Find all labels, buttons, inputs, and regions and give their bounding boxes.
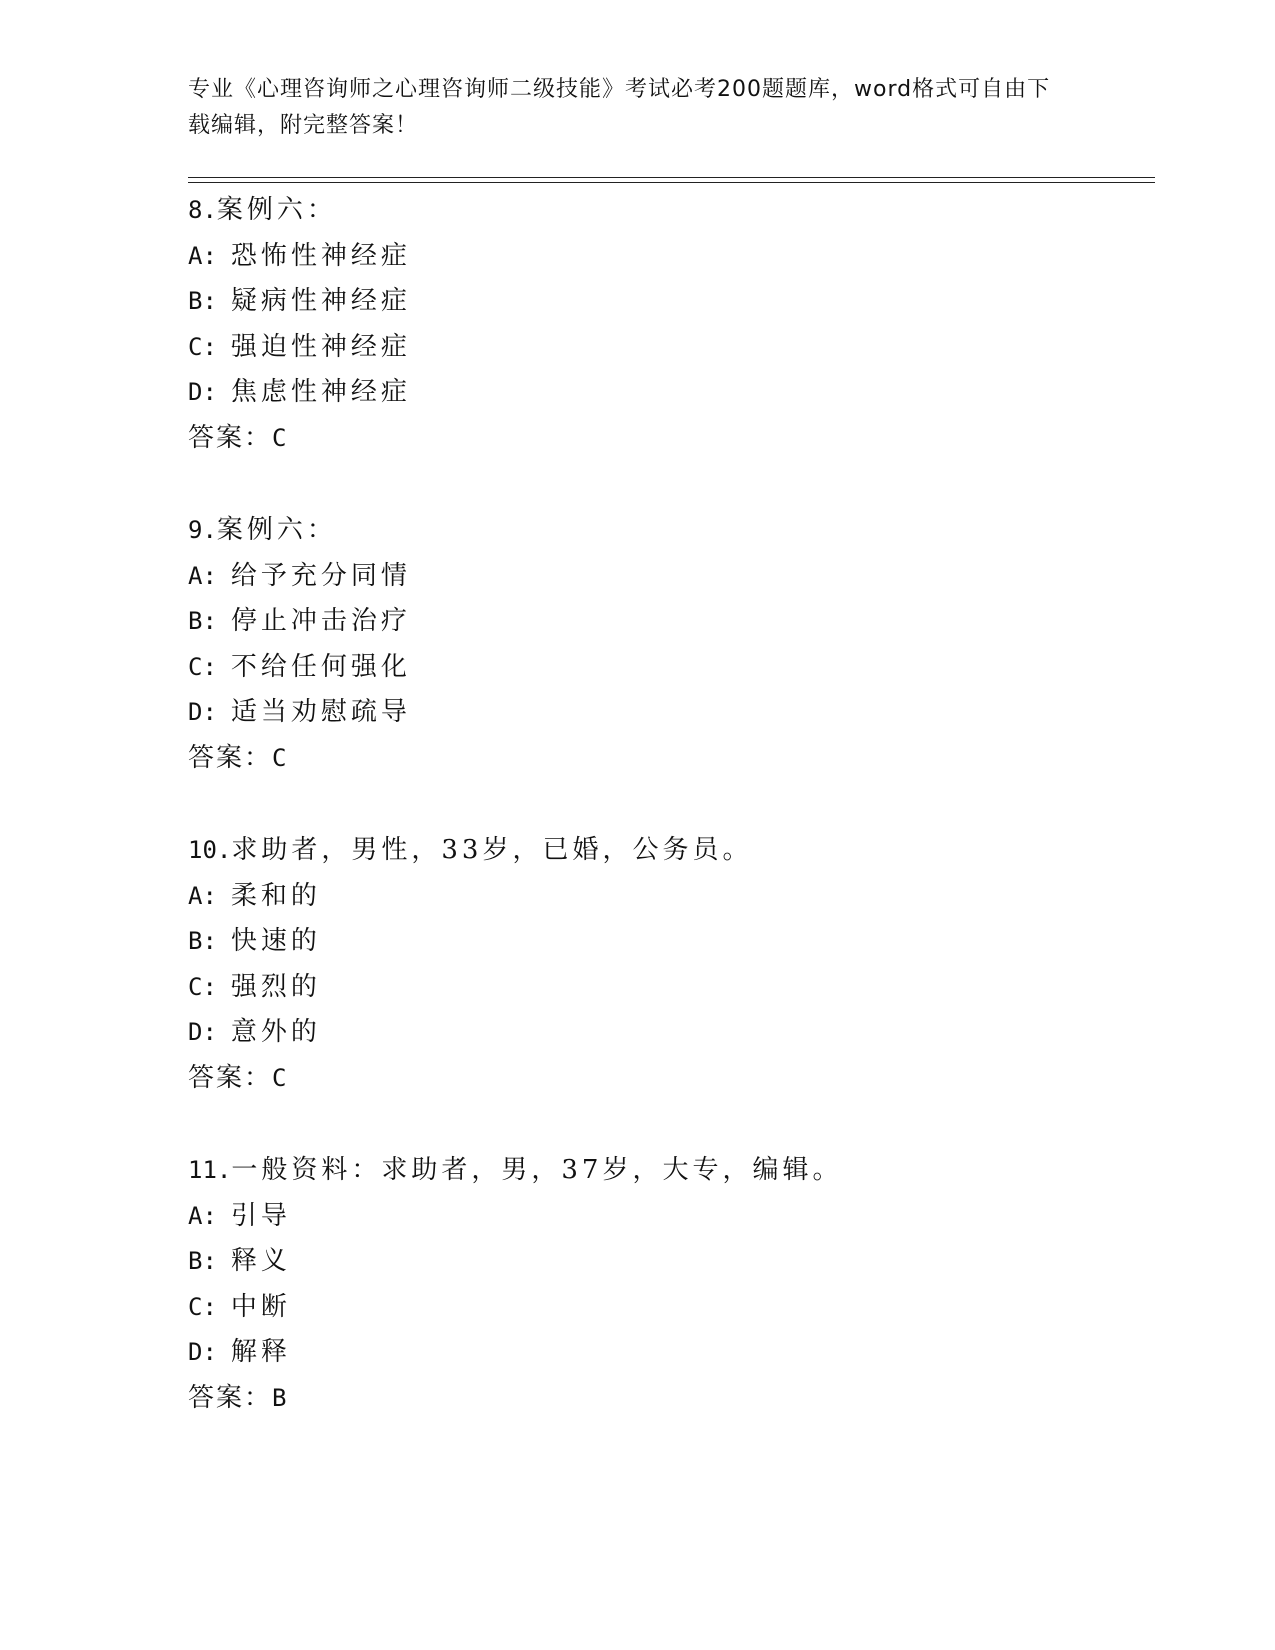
option-c	[188, 645, 1148, 691]
question-text: 案例六：	[216, 195, 337, 225]
option-label: B:	[188, 287, 217, 316]
option-label: A:	[188, 881, 217, 910]
option-b	[188, 279, 1148, 325]
header-divider-bottom	[188, 182, 1155, 183]
option-d	[188, 370, 1148, 416]
answer-line	[188, 1056, 1148, 1102]
option-a	[188, 234, 1148, 280]
option-b	[188, 1239, 1148, 1285]
answer-label: 答案：	[188, 742, 273, 773]
option-label: D:	[188, 1018, 217, 1047]
option-text: 解释	[230, 1337, 291, 1368]
answer-label: 答案：	[188, 1382, 273, 1413]
option-label: C:	[188, 332, 217, 361]
option-label: D:	[188, 378, 217, 407]
option-d	[188, 1330, 1148, 1376]
question-text: 求助者，男性，33岁，已婚，公务员。	[231, 835, 753, 865]
option-text: 引导	[230, 1200, 291, 1231]
answer-line	[188, 416, 1148, 462]
option-label: B:	[188, 607, 217, 636]
option-text: 停止冲击治疗	[230, 606, 411, 637]
answer-value: C	[272, 1063, 287, 1092]
option-text: 不给任何强化	[230, 651, 411, 682]
answer-line	[188, 736, 1148, 782]
question-9	[188, 508, 1148, 782]
answer-value: C	[272, 743, 287, 772]
question-stem	[188, 1148, 1148, 1194]
question-stem	[188, 188, 1148, 234]
answer-label: 答案：	[188, 422, 273, 453]
option-text: 柔和的	[230, 880, 321, 911]
option-b	[188, 599, 1148, 645]
option-text: 强迫性神经症	[230, 331, 411, 362]
option-label: D:	[188, 698, 217, 727]
question-number: 10.	[188, 836, 232, 864]
answer-value: C	[272, 423, 287, 452]
option-label: A:	[188, 561, 217, 590]
answer-value: B	[272, 1383, 287, 1412]
option-b	[188, 919, 1148, 965]
option-label: D:	[188, 1338, 217, 1367]
header-divider-top	[188, 177, 1155, 178]
option-text: 焦虑性神经症	[230, 377, 411, 408]
answer-label: 答案：	[188, 1062, 273, 1093]
option-text: 快速的	[230, 926, 321, 957]
answer-line	[188, 1376, 1148, 1422]
document-header: 专业《心理咨询师之心理咨询师二级技能》考试必考200题题库，word格式可自由下载编辑，附完整答案！	[188, 77, 1051, 138]
option-a	[188, 554, 1148, 600]
option-a	[188, 874, 1148, 920]
option-label: C:	[188, 652, 217, 681]
option-text: 强烈的	[230, 971, 321, 1002]
question-text: 一般资料：求助者，男，37岁，大专，编辑。	[231, 1155, 843, 1185]
option-label: A:	[188, 241, 217, 270]
option-text: 疑病性神经症	[230, 286, 411, 317]
option-c	[188, 965, 1148, 1011]
option-text: 意外的	[230, 1017, 321, 1048]
option-label: A:	[188, 1201, 217, 1230]
question-number: 8.	[188, 196, 217, 224]
option-text: 恐怖性神经症	[230, 240, 411, 271]
option-text: 给予充分同情	[230, 560, 411, 591]
option-label: B:	[188, 1247, 217, 1276]
option-d	[188, 1010, 1148, 1056]
option-c	[188, 325, 1148, 371]
option-label: C:	[188, 972, 217, 1001]
question-number: 9.	[188, 516, 217, 544]
question-stem	[188, 828, 1148, 874]
question-text: 案例六：	[216, 515, 337, 545]
option-text: 中断	[230, 1291, 291, 1322]
option-d	[188, 690, 1148, 736]
option-a	[188, 1194, 1148, 1240]
option-label: B:	[188, 927, 217, 956]
option-c	[188, 1285, 1148, 1331]
question-8	[188, 188, 1148, 462]
option-text: 适当劝慰疏导	[230, 697, 411, 728]
question-10	[188, 828, 1148, 1102]
question-number: 11.	[188, 1156, 232, 1184]
option-text: 释义	[230, 1246, 291, 1277]
question-11	[188, 1148, 1148, 1422]
option-label: C:	[188, 1292, 217, 1321]
question-stem	[188, 508, 1148, 554]
